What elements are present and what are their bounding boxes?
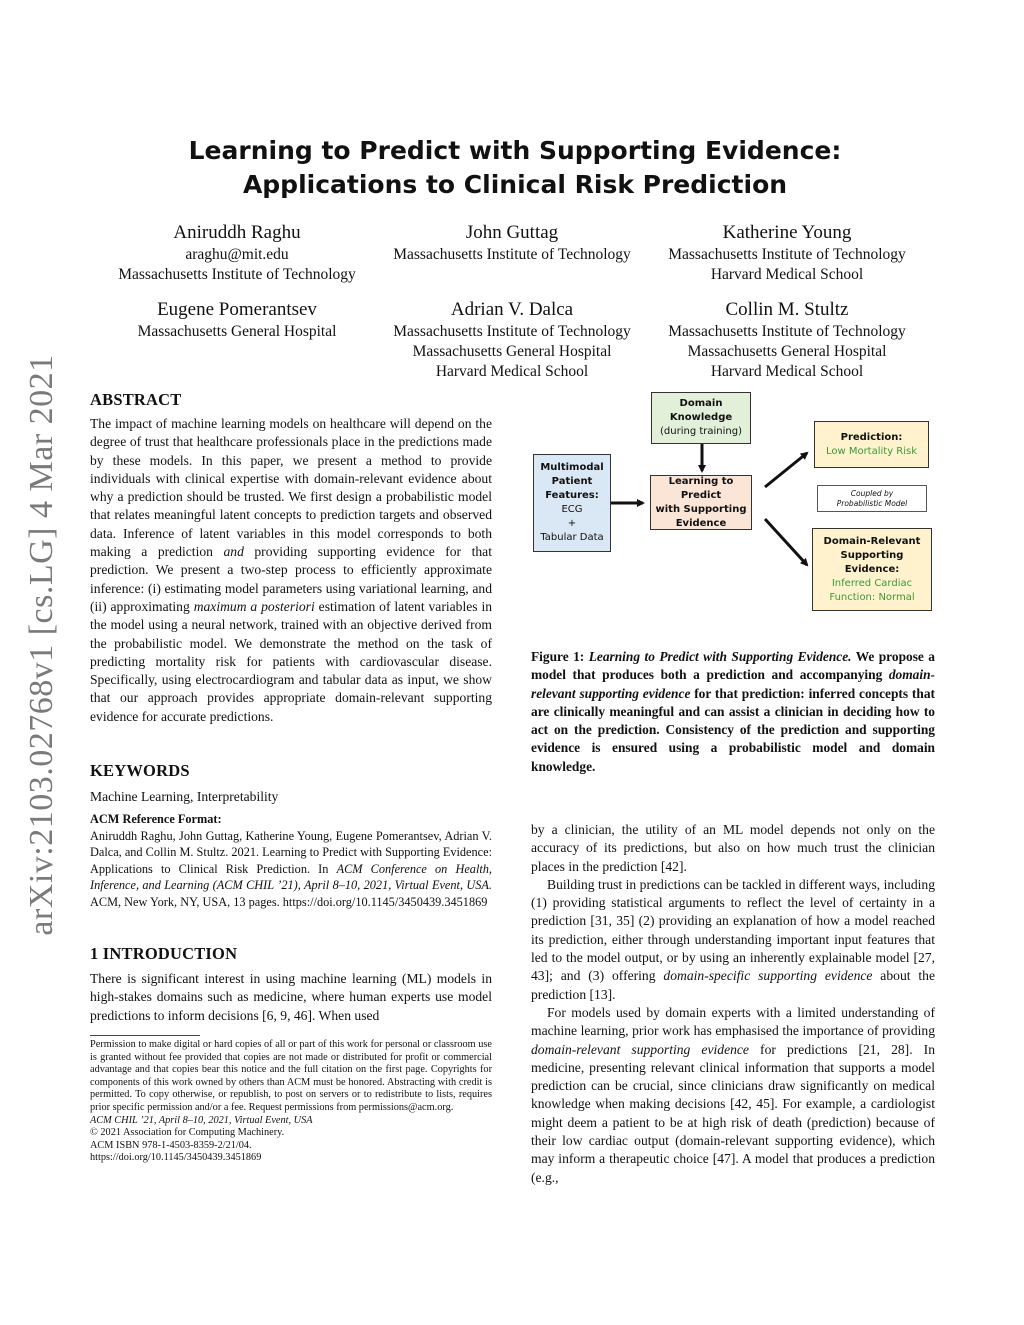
footnote-venue: ACM CHIL ’21, April 8–10, 2021, Virtual Event, USA (90, 1114, 313, 1126)
evidence-label-1: Domain-Relevant (823, 535, 921, 547)
permission-text: Permission to make digital or hard copies of all or part of this work for personal or classroom use is granted without fee provided that copies are not made or distributed for profit or commercial advantage and that copies bear this notice and the full citation on the first page. Copyrights for components of this work owned by others than ACM must be honored. Abstracting with credit is permitted. To copy otherwise, or republish, to post on servers or to redistribute to lists, requires prior specific permission and/or a fee. Request permissions from permissions@acm.org. (90, 1039, 492, 1113)
author-affiliation: Massachusetts General Hospital (137, 323, 337, 340)
abstract-section (90, 390, 492, 726)
abstract-italic: maximum a posteriori (193, 598, 315, 614)
model-box (650, 475, 752, 530)
author-block-2 (378, 221, 646, 265)
footnote-doi: https://doi.org/10.1145/3450439.3451869 (90, 1152, 262, 1164)
abstract-text (90, 415, 492, 726)
acm-reference-venue: ACM Conference on Health, Inference, and Learning (ACM CHIL ’21), April 8–10, 2021, Virtual Event, USA. (90, 861, 493, 892)
arxiv-identifier (0, 0, 70, 1325)
author-affiliation: Massachusetts Institute of Technology (118, 266, 356, 283)
footnote-copyright: © 2021 Association for Computing Machinery. (90, 1127, 285, 1139)
author-affiliation: Massachusetts Institute of Technology (668, 323, 906, 340)
paper-title (100, 134, 930, 202)
right-para-2-part: Building trust in predictions can be tackled in different ways, including (1) providing statistical arguments to reflect the level of certainty in a prediction [31, 35] (2) providing an explanation of how a model reached its prediction, either through understanding important input features that led to the model output, or by using an inherently explainable model [27, 43]; and (3) offering (531, 876, 935, 984)
prediction-box (814, 421, 929, 468)
abstract-heading: ABSTRACT (90, 390, 182, 409)
author-block-4 (90, 298, 384, 342)
evidence-value-2: Function: Normal (829, 591, 915, 603)
figure-1-caption (531, 648, 935, 776)
abstract-italic: and (223, 544, 244, 560)
input-label-2: Patient (551, 476, 593, 487)
author-affiliation: Harvard Medical School (435, 363, 589, 380)
ecg-label: ECG (561, 504, 583, 515)
keywords-section (90, 761, 492, 806)
introduction-section (90, 944, 492, 1025)
caption-title: Learning to Predict with Supporting Evidence. (588, 649, 852, 664)
right-para-3-italic: domain-relevant supporting evidence (531, 1041, 749, 1057)
caption-part: for that prediction: inferred concepts that are clinically meaningful and can assist a clinician in deciding how to act on the prediction. Consistency of the prediction and supporting evidence is ensured using a probabilistic model and domain knowledge. (531, 685, 935, 774)
model-label-1: Learning to Predict (668, 475, 734, 501)
right-column-text (531, 821, 935, 1187)
author-affiliation: Harvard Medical School (710, 266, 864, 283)
acm-reference-section (90, 811, 492, 910)
author-affiliation: Massachusetts Institute of Technology (393, 323, 631, 340)
arrow-model-to-prediction (765, 453, 807, 487)
arrow-model-to-evidence (765, 519, 807, 565)
right-para-3-part: for predictions [21, 28]. In medicine, presenting relevant clinical information that supports a model prediction can be crucial, since clinicians draw significantly on medical knowledge when making decisions [42, 45]. For example, a cardiologist might deem a patient to be at high risk of death (prediction) because of their low cardiac output (domain-relevant supporting evidence), which may inform a therapeutic choice [47]. A model that produces a prediction (e.g., (531, 1041, 936, 1185)
acm-reference-part: Aniruddh Raghu, John Guttag, Katherine Young, Eugene Pomerantsev, Adrian V. Dalca, and Collin M. Stultz. 2021. Learning to Predict with Supporting Evidence: Applications to Clinical Risk Prediction. In (90, 828, 492, 876)
right-para-2-italic: domain-specific supporting evidence (663, 968, 873, 984)
patient-features-box (533, 454, 611, 552)
domain-knowledge-box (651, 392, 751, 444)
coupled-box (817, 485, 927, 512)
author-name: Aniruddh Raghu (173, 222, 301, 243)
prediction-label: Prediction: (840, 431, 903, 443)
domain-knowledge-label-1: Domain (679, 398, 723, 409)
author-affiliation: Massachusetts Institute of Technology (668, 246, 906, 263)
prediction-value: Low Mortality Risk (825, 445, 918, 457)
supporting-evidence-box (812, 528, 932, 611)
title-line-2: Applications to Clinical Risk Prediction (242, 170, 788, 199)
caption-label: Figure 1: (531, 649, 589, 664)
author-affiliation: Massachusetts General Hospital (687, 343, 887, 360)
acm-reference-text (90, 828, 492, 911)
author-affiliation: Harvard Medical School (710, 363, 864, 380)
abstract-part: The impact of machine learning models on healthcare will depend on the degree of trust that healthcare professionals place in the predictions made by these models. In this paper, we present a method to provide individuals with clinical expertise with domain-relevant evidence about why a prediction should be trusted. We first design a probabilistic model that relates meaningful latent concepts to prediction targets and observed data. Inference of latent variables in this model corresponds to both making a prediction (90, 416, 492, 560)
acm-reference-part: ACM, New York, NY, USA, 13 pages. https://doi.org/10.1145/3450439.3451869 (90, 894, 488, 909)
author-affiliation: Massachusetts General Hospital (412, 343, 612, 360)
right-para-1: by a clinician, the utility of an ML model depends not only on the accuracy of its predictions, but also on how much trust the clinician places in the prediction [42]. (531, 822, 935, 874)
permission-footnote (90, 1039, 492, 1165)
keywords-text: Machine Learning, Interpretability (90, 789, 279, 804)
keywords-heading: KEYWORDS (90, 761, 190, 780)
author-name: Eugene Pomerantsev (157, 299, 317, 320)
during-training-label: (during training) (660, 426, 742, 437)
right-para-3 (531, 1004, 935, 1187)
input-label-1: Multimodal (540, 462, 604, 473)
author-affiliation: Massachusetts Institute of Technology (393, 246, 631, 263)
introduction-heading: 1 INTRODUCTION (90, 944, 238, 963)
right-para-2 (531, 876, 935, 1004)
author-block-3 (650, 221, 924, 285)
abstract-part: estimation of latent variables in the model using a neural network, trained with an objective derived from the probabilistic model. We demonstrate the method on the task of predicting mortality risk for patients with cardiovascular disease. Specifically, using electrocardiogram and tabular data as input, we show that our approach provides appropriate domain-relevant supporting evidence for accurate predictions. (90, 598, 493, 724)
model-label-2: with Supporting (655, 503, 747, 515)
footnote-divider (90, 1035, 200, 1036)
author-name: Katherine Young (722, 222, 852, 243)
author-name: John Guttag (465, 222, 559, 243)
domain-knowledge-label-2: Knowledge (669, 412, 733, 423)
author-block-5 (378, 298, 646, 382)
arxiv-id-text: arXiv:2103.02768v1 [cs.LG] 4 Mar 2021 (23, 354, 60, 936)
evidence-label-2: Supporting Evidence: (840, 549, 904, 575)
right-para-3-part: For models used by domain experts with a limited understanding of machine learning, prior work has emphasised the importance of providing (531, 1004, 935, 1039)
evidence-value-1: Inferred Cardiac (831, 577, 913, 589)
tabular-label: Tabular Data (540, 532, 604, 543)
title-line-1: Learning to Predict with Supporting Evidence: (188, 136, 842, 165)
caption-text (531, 648, 935, 776)
footnote-isbn: ACM ISBN 978-1-4503-8359-2/21/04. (90, 1139, 252, 1151)
author-email: araghu@mit.edu (185, 246, 289, 263)
abstract-part: providing supporting evidence for that prediction. We present a two-step process to efficiently approximate inference: (i) estimating model parameters using variational learning, and (ii) approximating (90, 544, 492, 614)
author-name: Adrian V. Dalca (450, 299, 574, 320)
right-para-2-part: about the prediction [13]. (531, 968, 935, 1002)
input-label-3: Features: (545, 490, 599, 501)
author-block-6 (650, 298, 924, 382)
caption-part: We propose a model that produces both a prediction and accompanying (531, 649, 936, 683)
caption-italic: domain-relevant supporting evidence (531, 667, 935, 701)
author-block-1 (90, 221, 384, 285)
acm-reference-heading: ACM Reference Format: (90, 812, 222, 826)
plus-label: + (567, 518, 577, 529)
coupled-label-1: Coupled by (850, 488, 894, 498)
author-name: Collin M. Stultz (725, 299, 849, 320)
model-label-3: Evidence (675, 517, 727, 529)
figure-1-diagram (525, 385, 935, 640)
coupled-label-2: Probabilistic Model (836, 498, 908, 508)
introduction-text: There is significant interest in using machine learning (ML) models in high-stakes domains such as medicine, where human experts use model predictions to inform decisions [6, 9, 46]. When used (90, 971, 492, 1023)
